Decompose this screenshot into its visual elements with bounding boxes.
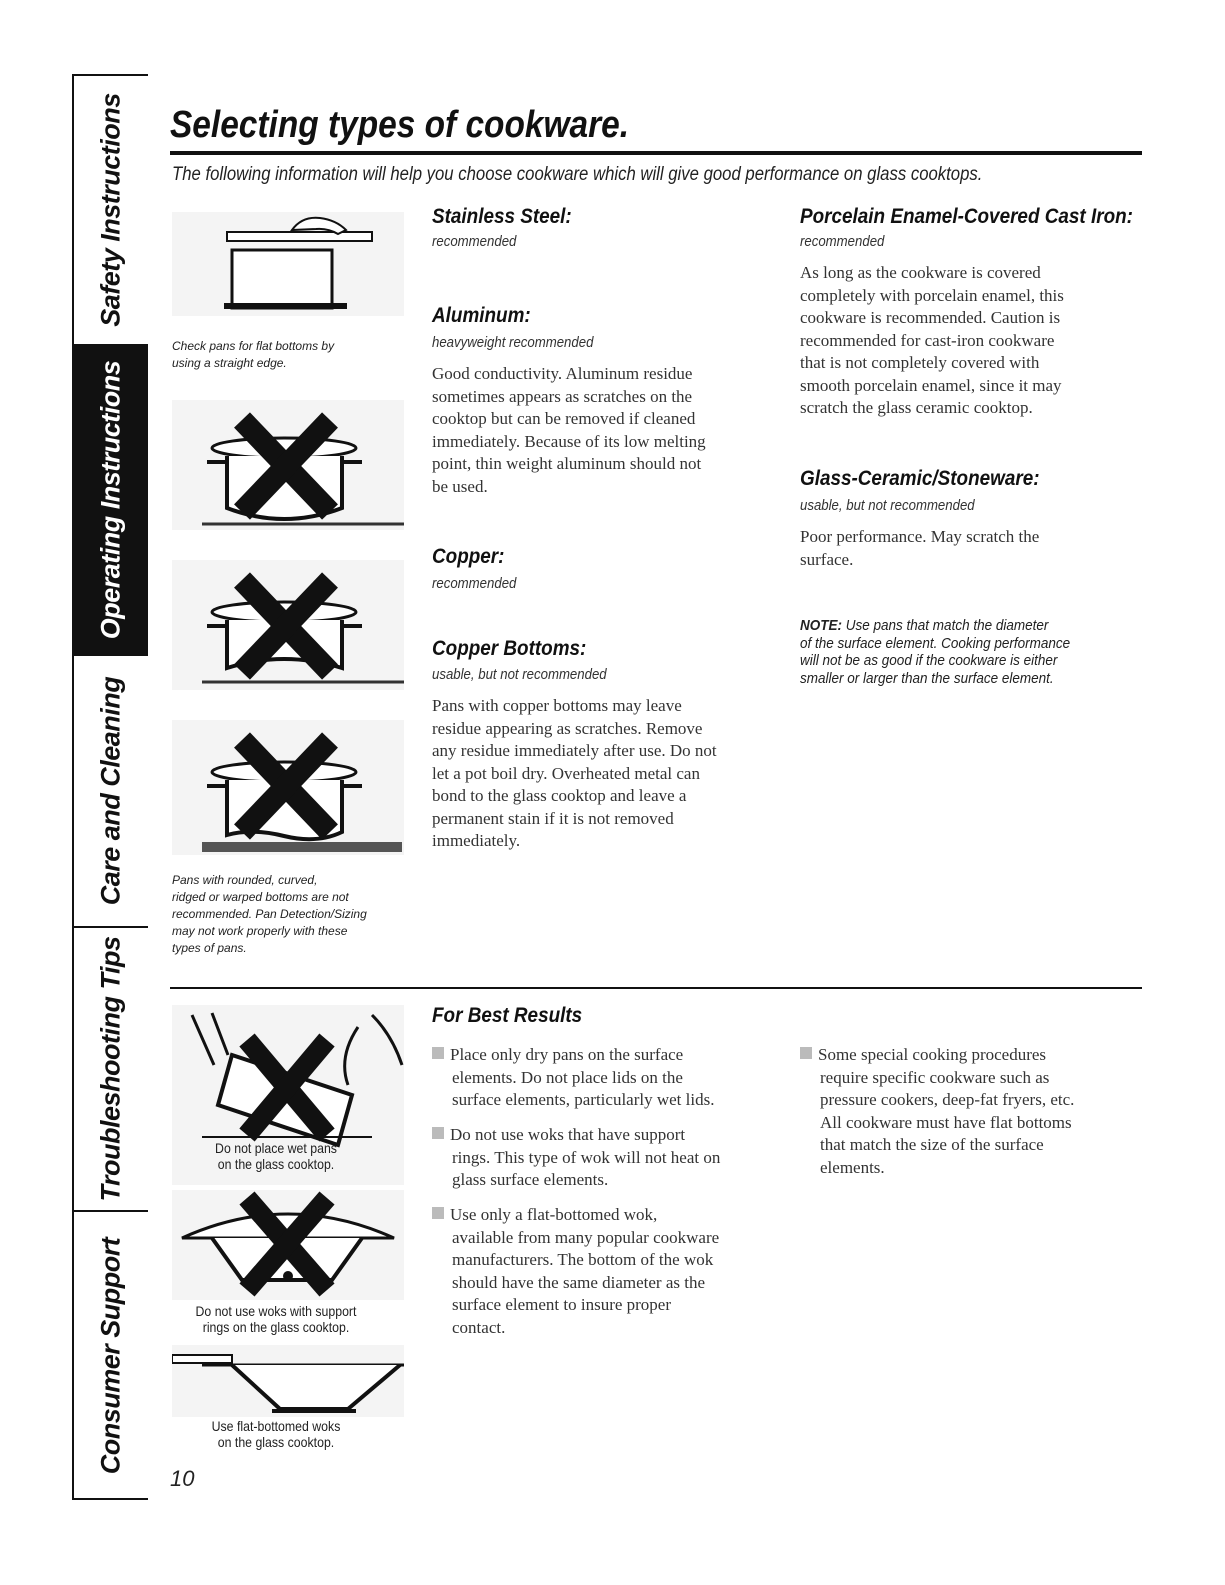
- bullet-line: rings. This type of wok will not heat on: [452, 1147, 721, 1167]
- bullet-line: [432, 1204, 719, 1227]
- bullet-line: manufacturers. The bottom of the wok: [452, 1250, 714, 1269]
- porcelain-rating: recommended: [800, 233, 885, 250]
- straight-edge-caption: [172, 338, 334, 372]
- body-line: permanent stain if it is not removed: [432, 808, 674, 828]
- note-line: smaller or larger than the surface element.: [800, 669, 1054, 687]
- caption-line: Check pans for flat bottoms by: [172, 339, 335, 353]
- glass-ceramic-body: [800, 526, 1160, 571]
- tab-label: Troubleshooting Tips: [95, 936, 126, 1202]
- body-line: Good conductivity. Aluminum residue: [432, 364, 693, 383]
- flat-woks-caption: [188, 1418, 364, 1450]
- woks-rings-caption: [179, 1303, 373, 1335]
- flat-wok-illustration: [172, 1345, 404, 1417]
- bullet-line: [800, 1044, 1074, 1067]
- body-line: any residue immediately after use. Do not: [432, 741, 717, 760]
- warped-bottom-pan-illustration: [172, 720, 404, 855]
- body-line: residue appearing as scratches. Remove: [432, 718, 703, 738]
- bullet-icon: [432, 1207, 444, 1219]
- bullet-line: pressure cookers, deep-fat fryers, etc.: [820, 1090, 1075, 1109]
- body-line: Poor performance. May scratch the: [800, 527, 1040, 546]
- body-line: that is not completely covered with: [800, 353, 1040, 372]
- caption-line: on the glass cooktop.: [217, 1156, 335, 1172]
- best-results-item: [432, 1204, 719, 1339]
- best-results-heading: For Best Results: [432, 1004, 583, 1027]
- page-subtitle: The following information will help you choose cookware which will give good performance on glass cooktops.: [172, 164, 983, 185]
- note-block: [800, 617, 1070, 687]
- bullet-line: [432, 1124, 720, 1147]
- porcelain-body: [800, 262, 1160, 420]
- caption-line: Do not use woks with support: [195, 1303, 357, 1319]
- caption-line: types of pans.: [172, 941, 247, 955]
- section-divider: [170, 987, 1142, 989]
- body-line: surface.: [800, 549, 854, 569]
- body-line: smooth porcelain enamel, since it may: [800, 375, 1062, 395]
- body-line: cooktop but can be removed if cleaned: [432, 409, 696, 428]
- glass-ceramic-rating: usable, but not recommended: [800, 497, 975, 514]
- body-line: point, thin weight aluminum should not: [432, 454, 702, 473]
- stainless-rating: recommended: [432, 233, 517, 250]
- tab-label: Operating Instructions: [95, 360, 126, 640]
- bullet-line: elements.: [820, 1157, 885, 1177]
- bullet-line: surface element to insure proper: [452, 1295, 672, 1314]
- caption-line: ridged or warped bottoms are not: [172, 890, 349, 904]
- note-line: [800, 617, 1070, 635]
- bullet-line: available from many popular cookware: [452, 1227, 720, 1247]
- body-line: As long as the cookware is covered: [800, 263, 1041, 282]
- copper-heading: Copper:: [432, 545, 505, 568]
- caption-line: Use flat-bottomed woks: [211, 1418, 341, 1434]
- bullet-line: elements. Do not place lids on the: [452, 1067, 683, 1087]
- bullet-line: All cookware must have flat bottoms: [820, 1112, 1072, 1132]
- bullet-line: contact.: [452, 1317, 506, 1337]
- tab-troubleshooting-tips[interactable]: [74, 928, 148, 1212]
- copper-bottoms-body: [432, 695, 792, 853]
- wet-pans-caption: [188, 1140, 364, 1172]
- bullet-text: Use only a flat-bottomed wok,: [450, 1205, 658, 1224]
- caption-line: using a straight edge.: [172, 356, 287, 370]
- body-line: sometimes appears as scratches on the: [432, 386, 693, 406]
- bullet-icon: [800, 1047, 812, 1059]
- title-rule: [170, 151, 1142, 155]
- curved-bottom-pan-illustration: [172, 560, 404, 690]
- note-text: Use pans that match the diameter: [845, 617, 1049, 634]
- body-line: immediately. Because of its low melting: [432, 431, 706, 451]
- side-tab-bar: [72, 74, 148, 1500]
- bullet-line: that match the size of the surface: [820, 1135, 1044, 1154]
- tab-consumer-support[interactable]: [74, 1212, 148, 1500]
- caption-line: may not work properly with these: [172, 924, 348, 938]
- bullet-text: Do not use woks that have support: [450, 1125, 686, 1144]
- page-title: Selecting types of cookware.: [170, 104, 630, 146]
- stainless-heading: Stainless Steel:: [432, 205, 572, 228]
- bullet-line: surface elements, particularly wet lids.: [452, 1090, 715, 1109]
- pans-caption: [172, 872, 367, 957]
- bullet-icon: [432, 1127, 444, 1139]
- glass-ceramic-heading: Glass-Ceramic/Stoneware:: [800, 467, 1040, 490]
- body-line: recommended for cast-iron cookware: [800, 330, 1055, 350]
- body-line: be used.: [432, 476, 488, 496]
- tab-safety-instructions[interactable]: [74, 76, 148, 346]
- caption-line: recommended. Pan Detection/Sizing: [172, 907, 367, 921]
- rounded-bottom-pan-illustration: [172, 400, 404, 530]
- caption-line: Pans with rounded, curved,: [172, 873, 318, 887]
- body-line: let a pot boil dry. Overheated metal can: [432, 763, 700, 783]
- copper-bottoms-rating: usable, but not recommended: [432, 666, 607, 683]
- caption-line: Do not place wet pans: [215, 1140, 337, 1156]
- bullet-line: glass surface elements.: [452, 1170, 609, 1189]
- aluminum-body: [432, 363, 792, 498]
- tab-label: Care and Cleaning: [95, 676, 126, 906]
- tab-care-and-cleaning[interactable]: [74, 656, 148, 928]
- bullet-line: require specific cookware such as: [820, 1067, 1050, 1087]
- bullet-text: Some special cooking procedures: [818, 1045, 1047, 1064]
- copper-rating: recommended: [432, 575, 517, 592]
- caption-line: on the glass cooktop.: [217, 1434, 335, 1450]
- note-label: NOTE:: [800, 617, 843, 634]
- bullet-line: should have the same diameter as the: [452, 1272, 706, 1292]
- straight-edge-illustration: [172, 212, 404, 322]
- tab-label: Safety Instructions: [95, 93, 126, 327]
- body-line: bond to the glass cooktop and leave a: [432, 786, 687, 805]
- best-results-item: [432, 1044, 714, 1112]
- bullet-line: [432, 1044, 714, 1067]
- caption-line: rings on the glass cooktop.: [202, 1319, 350, 1335]
- copper-bottoms-heading: Copper Bottoms:: [432, 637, 587, 660]
- best-results-item: [432, 1124, 720, 1192]
- porcelain-heading: Porcelain Enamel-Covered Cast Iron:: [800, 205, 1133, 228]
- body-line: cookware is recommended. Caution is: [800, 308, 1061, 327]
- body-line: scratch the glass ceramic cooktop.: [800, 398, 1033, 417]
- note-line: will not be as good if the cookware is either: [800, 652, 1058, 669]
- aluminum-rating: heavyweight recommended: [432, 334, 594, 351]
- tab-label: Consumer Support: [95, 1237, 126, 1475]
- note-line: of the surface element. Cooking performance: [800, 634, 1071, 652]
- page-number: 10: [170, 1466, 195, 1491]
- wok-support-ring-illustration: [172, 1190, 404, 1300]
- bullet-icon: [432, 1047, 444, 1059]
- best-results-item: [800, 1044, 1074, 1179]
- aluminum-heading: Aluminum:: [432, 304, 531, 327]
- bullet-text: Place only dry pans on the surface: [450, 1045, 684, 1064]
- tab-operating-instructions[interactable]: [74, 346, 148, 656]
- body-line: completely with porcelain enamel, this: [800, 285, 1064, 305]
- body-line: immediately.: [432, 831, 521, 850]
- body-line: Pans with copper bottoms may leave: [432, 696, 682, 715]
